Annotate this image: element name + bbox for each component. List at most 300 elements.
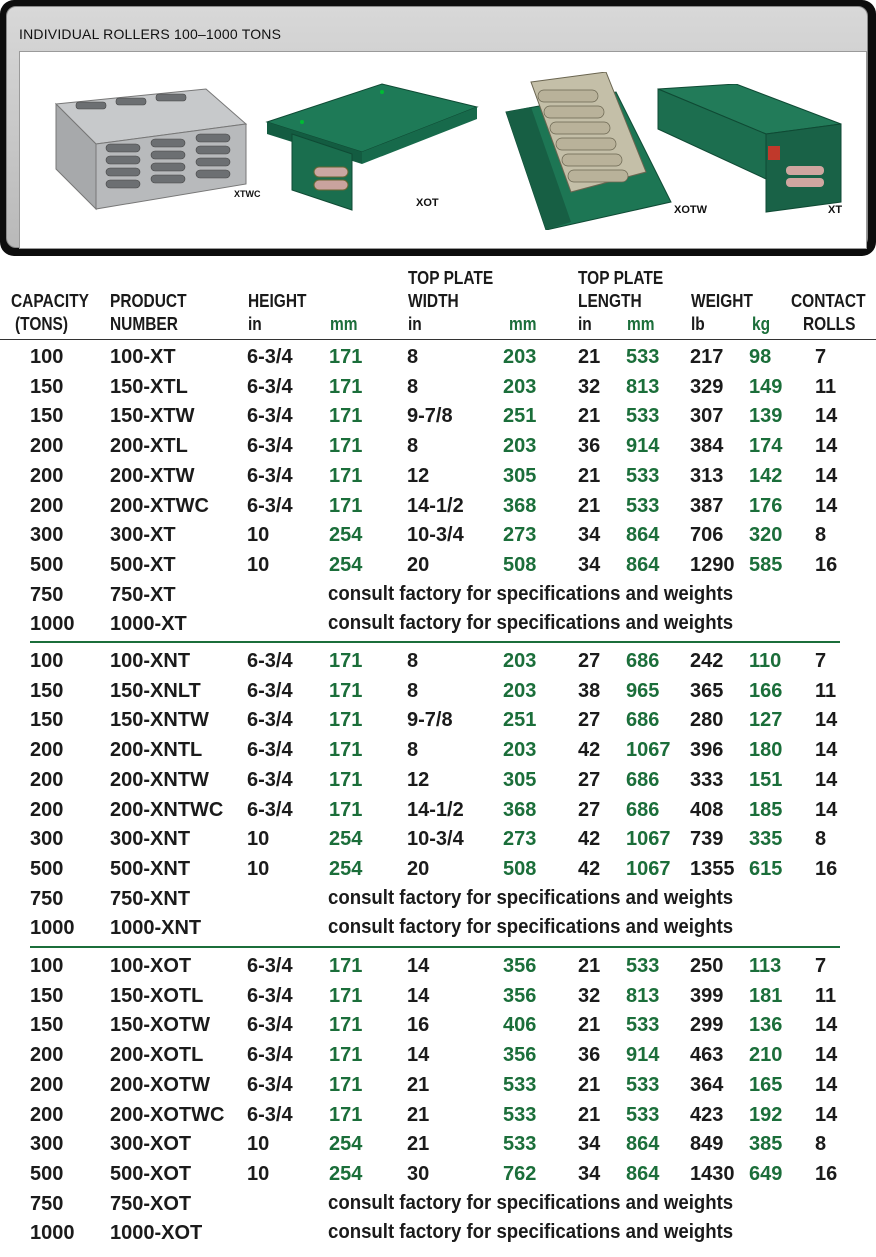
cell-height-in: 6-3/4 — [247, 650, 293, 672]
cell-length-in: 27 — [578, 650, 601, 672]
consult-factory-note: consult factory for specifications and weights — [328, 1191, 734, 1214]
cell-capacity: 750 — [30, 583, 64, 606]
cell-capacity: 200 — [30, 435, 64, 458]
cell-width-mm: 273 — [503, 524, 537, 547]
cell-capacity: 150 — [30, 1014, 64, 1037]
cell-weight-kg: 192 — [749, 1103, 783, 1126]
cell-height-mm: 171 — [329, 1103, 363, 1126]
cell-weight-lb: 387 — [690, 494, 724, 517]
cell-weight-kg: 139 — [749, 405, 783, 428]
cell-weight-kg: 142 — [749, 464, 783, 487]
cell-weight-lb: 408 — [690, 798, 724, 821]
xot-roller-photo — [262, 82, 482, 217]
cell-capacity: 150 — [30, 984, 64, 1007]
cell-length-in: 21 — [578, 494, 601, 517]
cell-height-mm: 254 — [329, 828, 363, 851]
cell-length-in: 21 — [578, 1014, 601, 1037]
cell-height-mm: 171 — [329, 1014, 363, 1037]
cell-weight-kg: 165 — [749, 1073, 783, 1096]
cell-height-in: 6-3/4 — [247, 464, 293, 487]
header-capacity-unit: (TONS) — [15, 314, 69, 334]
cell-contact-rolls: 7 — [815, 650, 827, 672]
cell-height-in: 6-3/4 — [247, 1044, 293, 1067]
cell-product: 200-XNTWC — [110, 798, 224, 821]
cell-length-in: 38 — [578, 679, 601, 702]
cell-contact-rolls: 14 — [815, 405, 838, 428]
cell-height-in: 6-3/4 — [247, 798, 293, 821]
cell-height-mm: 254 — [329, 1133, 363, 1156]
cell-contact-rolls: 14 — [815, 1044, 838, 1067]
cell-weight-kg: 151 — [749, 768, 783, 791]
cell-contact-rolls: 8 — [815, 524, 827, 547]
cell-product: 750-XOT — [110, 1192, 192, 1215]
xt-roller-photo — [656, 84, 846, 214]
cell-weight-lb: 706 — [690, 524, 724, 547]
cell-length-mm: 864 — [626, 524, 660, 547]
cell-capacity: 150 — [30, 405, 64, 428]
cell-width-in: 9-7/8 — [407, 709, 453, 732]
cell-width-in: 9-7/8 — [407, 405, 453, 428]
cell-contact-rolls: 16 — [815, 857, 838, 880]
group-divider — [30, 946, 840, 948]
cell-length-in: 36 — [578, 435, 601, 458]
cell-product: 150-XNLT — [110, 679, 201, 702]
cell-width-in: 21 — [407, 1133, 430, 1156]
cell-height-in: 6-3/4 — [247, 494, 293, 517]
cell-width-mm: 406 — [503, 1014, 537, 1037]
cell-weight-lb: 250 — [690, 955, 724, 977]
cell-product: 200-XOTW — [110, 1073, 211, 1096]
header-height: HEIGHT — [248, 291, 307, 311]
header-product-2: NUMBER — [110, 314, 178, 334]
cell-height-in: 10 — [247, 553, 270, 576]
cell-width-mm: 203 — [503, 739, 537, 762]
cell-width-in: 12 — [407, 464, 430, 487]
cell-width-mm: 203 — [503, 375, 537, 398]
cell-weight-lb: 739 — [690, 828, 724, 851]
xotw-roller-photo — [496, 72, 681, 230]
cell-width-mm: 305 — [503, 768, 537, 791]
cell-weight-kg: 127 — [749, 709, 783, 732]
cell-width-mm: 533 — [503, 1073, 537, 1096]
cell-product: 150-XTL — [110, 375, 188, 398]
cell-contact-rolls: 14 — [815, 1073, 838, 1096]
cell-weight-lb: 396 — [690, 739, 724, 762]
cell-height-mm: 171 — [329, 650, 363, 672]
cell-height-in: 10 — [247, 857, 270, 880]
cell-width-in: 10-3/4 — [407, 524, 464, 547]
cell-weight-lb: 299 — [690, 1014, 724, 1037]
cell-width-mm: 273 — [503, 828, 537, 851]
banner-title: INDIVIDUAL ROLLERS 100–1000 TONS — [19, 26, 282, 42]
cell-weight-lb: 364 — [690, 1073, 724, 1096]
cell-height-mm: 171 — [329, 798, 363, 821]
header-length-2: LENGTH — [578, 291, 642, 311]
cell-width-in: 14 — [407, 984, 430, 1007]
cell-width-mm: 203 — [503, 679, 537, 702]
cell-weight-kg: 166 — [749, 679, 783, 702]
cell-weight-lb: 280 — [690, 709, 724, 732]
cell-contact-rolls: 14 — [815, 1103, 838, 1126]
consult-factory-note: consult factory for specifications and weights — [328, 612, 734, 635]
cell-capacity: 200 — [30, 1044, 64, 1067]
cell-capacity: 1000 — [30, 613, 75, 636]
cell-product: 200-XTWC — [110, 494, 209, 517]
cell-contact-rolls: 14 — [815, 1014, 838, 1037]
cell-height-in: 6-3/4 — [247, 679, 293, 702]
cell-product: 100-XNT — [110, 650, 191, 672]
cell-length-mm: 533 — [626, 955, 660, 977]
cell-capacity: 200 — [30, 798, 64, 821]
cell-length-in: 27 — [578, 709, 601, 732]
cell-product: 150-XNTW — [110, 709, 209, 732]
cell-contact-rolls: 14 — [815, 798, 838, 821]
cell-product: 1000-XOT — [110, 1222, 203, 1245]
cell-contact-rolls: 16 — [815, 1162, 838, 1185]
cell-contact-rolls: 8 — [815, 828, 827, 851]
cell-width-mm: 762 — [503, 1162, 537, 1185]
cell-contact-rolls: 14 — [815, 709, 838, 732]
cell-height-mm: 254 — [329, 524, 363, 547]
cell-width-in: 8 — [407, 435, 419, 458]
cell-weight-lb: 1355 — [690, 857, 735, 880]
cell-capacity: 100 — [30, 955, 64, 977]
cell-height-mm: 171 — [329, 435, 363, 458]
header-weight-lb: lb — [691, 314, 705, 334]
header-capacity: CAPACITY — [11, 291, 89, 311]
cell-length-in: 21 — [578, 1103, 601, 1126]
cell-weight-kg: 185 — [749, 798, 783, 821]
cell-product: 200-XTL — [110, 435, 188, 458]
header-weight-kg: kg — [752, 314, 771, 334]
cell-length-in: 34 — [578, 553, 601, 576]
cell-weight-kg: 585 — [749, 553, 783, 576]
cell-width-in: 8 — [407, 650, 419, 672]
cell-width-mm: 356 — [503, 1044, 537, 1067]
cell-width-in: 14 — [407, 955, 430, 977]
header-width: TOP PLATE — [408, 268, 494, 288]
cell-width-mm: 533 — [503, 1103, 537, 1126]
xot-label: XOT — [416, 197, 439, 209]
cell-length-mm: 914 — [626, 435, 660, 458]
cell-product: 500-XNT — [110, 857, 191, 880]
cell-capacity: 200 — [30, 739, 64, 762]
cell-width-mm: 368 — [503, 494, 537, 517]
cell-height-in: 6-3/4 — [247, 955, 293, 977]
cell-length-in: 42 — [578, 857, 601, 880]
cell-height-mm: 171 — [329, 346, 363, 368]
cell-capacity: 500 — [30, 553, 64, 576]
cell-product: 200-XTW — [110, 464, 195, 487]
cell-weight-lb: 1430 — [690, 1162, 735, 1185]
cell-length-mm: 864 — [626, 1133, 660, 1156]
cell-height-mm: 171 — [329, 1073, 363, 1096]
cell-contact-rolls: 11 — [815, 679, 837, 702]
xotw-label: XOTW — [674, 204, 707, 216]
cell-length-mm: 533 — [626, 494, 660, 517]
cell-length-in: 27 — [578, 768, 601, 791]
cell-product: 150-XTW — [110, 405, 195, 428]
cell-product: 150-XOTL — [110, 984, 204, 1007]
cell-capacity: 150 — [30, 709, 64, 732]
cell-height-in: 10 — [247, 828, 270, 851]
cell-length-mm: 864 — [626, 1162, 660, 1185]
header-width-mm: mm — [509, 314, 537, 334]
cell-weight-kg: 176 — [749, 494, 783, 517]
header-length-in: in — [578, 314, 592, 334]
header-height-mm: mm — [330, 314, 358, 334]
cell-product: 500-XOT — [110, 1162, 192, 1185]
cell-length-mm: 914 — [626, 1044, 660, 1067]
cell-width-in: 8 — [407, 739, 419, 762]
cell-length-mm: 533 — [626, 1014, 660, 1037]
cell-weight-lb: 242 — [690, 650, 724, 672]
cell-weight-lb: 463 — [690, 1044, 724, 1067]
cell-height-in: 6-3/4 — [247, 709, 293, 732]
cell-width-mm: 203 — [503, 435, 537, 458]
product-banner — [0, 0, 876, 256]
cell-height-mm: 171 — [329, 709, 363, 732]
cell-length-mm: 533 — [626, 1073, 660, 1096]
cell-contact-rolls: 14 — [815, 739, 838, 762]
product-photos — [19, 51, 867, 249]
cell-width-in: 14-1/2 — [407, 798, 464, 821]
cell-width-mm: 356 — [503, 984, 537, 1007]
cell-contact-rolls: 8 — [815, 1133, 827, 1156]
consult-factory-note: consult factory for specifications and weights — [328, 886, 734, 909]
cell-length-mm: 686 — [626, 709, 660, 732]
cell-weight-kg: 335 — [749, 828, 783, 851]
cell-contact-rolls: 14 — [815, 435, 838, 458]
cell-length-in: 34 — [578, 1133, 601, 1156]
cell-width-in: 20 — [407, 857, 430, 880]
cell-product: 100-XT — [110, 346, 176, 368]
cell-contact-rolls: 11 — [815, 375, 837, 398]
cell-weight-lb: 849 — [690, 1133, 724, 1156]
cell-width-in: 16 — [407, 1014, 430, 1037]
cell-weight-kg: 615 — [749, 857, 783, 880]
cell-length-mm: 1067 — [626, 739, 671, 762]
cell-height-in: 6-3/4 — [247, 768, 293, 791]
cell-length-mm: 686 — [626, 798, 660, 821]
cell-height-in: 6-3/4 — [247, 405, 293, 428]
cell-width-in: 10-3/4 — [407, 828, 464, 851]
cell-length-in: 42 — [578, 828, 601, 851]
cell-capacity: 300 — [30, 828, 64, 851]
cell-height-mm: 254 — [329, 553, 363, 576]
cell-length-in: 32 — [578, 375, 601, 398]
cell-capacity: 200 — [30, 768, 64, 791]
cell-height-mm: 171 — [329, 464, 363, 487]
cell-product: 200-XOTWC — [110, 1103, 225, 1126]
cell-length-in: 34 — [578, 524, 601, 547]
cell-length-in: 21 — [578, 405, 601, 428]
header-product: PRODUCT — [110, 291, 187, 311]
cell-width-in: 8 — [407, 679, 419, 702]
cell-length-mm: 686 — [626, 650, 660, 672]
cell-weight-lb: 329 — [690, 375, 724, 398]
cell-product: 750-XT — [110, 583, 176, 606]
xtwc-label: XTWC — [234, 189, 261, 199]
cell-contact-rolls: 7 — [815, 346, 827, 368]
cell-width-in: 8 — [407, 375, 419, 398]
cell-weight-lb: 399 — [690, 984, 724, 1007]
cell-length-mm: 864 — [626, 553, 660, 576]
cell-weight-lb: 217 — [690, 346, 724, 368]
header-contact: CONTACT — [791, 291, 866, 311]
cell-width-mm: 356 — [503, 955, 537, 977]
cell-capacity: 750 — [30, 887, 64, 910]
cell-length-in: 21 — [578, 955, 601, 977]
cell-weight-lb: 384 — [690, 435, 724, 458]
cell-contact-rolls: 7 — [815, 955, 827, 977]
cell-product: 200-XNTL — [110, 739, 203, 762]
cell-height-in: 6-3/4 — [247, 1014, 293, 1037]
cell-width-mm: 203 — [503, 346, 537, 368]
header-width-in: in — [408, 314, 422, 334]
cell-width-mm: 251 — [503, 405, 537, 428]
cell-product: 1000-XNT — [110, 917, 202, 940]
cell-width-mm: 508 — [503, 857, 537, 880]
banner-inner — [6, 6, 868, 248]
cell-width-mm: 305 — [503, 464, 537, 487]
cell-width-in: 21 — [407, 1073, 430, 1096]
cell-capacity: 100 — [30, 346, 64, 368]
cell-weight-kg: 113 — [749, 955, 782, 977]
cell-weight-kg: 649 — [749, 1162, 783, 1185]
cell-length-mm: 965 — [626, 679, 660, 702]
cell-capacity: 200 — [30, 464, 64, 487]
cell-height-mm: 254 — [329, 857, 363, 880]
cell-capacity: 1000 — [30, 917, 75, 940]
cell-capacity: 150 — [30, 375, 64, 398]
cell-capacity: 200 — [30, 494, 64, 517]
cell-length-mm: 533 — [626, 464, 660, 487]
cell-capacity: 100 — [30, 650, 64, 672]
cell-weight-lb: 423 — [690, 1103, 724, 1126]
cell-height-mm: 254 — [329, 1162, 363, 1185]
cell-capacity: 500 — [30, 857, 64, 880]
cell-capacity: 500 — [30, 1162, 64, 1185]
cell-height-in: 6-3/4 — [247, 1103, 293, 1126]
cell-weight-kg: 210 — [749, 1044, 783, 1067]
group-divider — [30, 641, 840, 643]
cell-contact-rolls: 14 — [815, 768, 838, 791]
cell-height-mm: 171 — [329, 1044, 363, 1067]
cell-capacity: 1000 — [30, 1222, 75, 1245]
xt-label: XT — [828, 204, 843, 216]
cell-height-mm: 171 — [329, 955, 363, 977]
cell-contact-rolls: 14 — [815, 494, 838, 517]
header-height-in: in — [248, 314, 262, 334]
cell-height-mm: 171 — [329, 679, 363, 702]
header-rule — [0, 339, 876, 340]
cell-height-mm: 171 — [329, 768, 363, 791]
cell-capacity: 150 — [30, 679, 64, 702]
cell-product: 200-XNTW — [110, 768, 209, 791]
cell-weight-kg: 181 — [749, 984, 783, 1007]
cell-width-mm: 203 — [503, 650, 537, 672]
cell-product: 200-XOTL — [110, 1044, 204, 1067]
cell-product: 500-XT — [110, 553, 176, 576]
cell-height-mm: 171 — [329, 494, 363, 517]
cell-length-mm: 1067 — [626, 828, 671, 851]
cell-height-mm: 171 — [329, 739, 363, 762]
cell-width-in: 12 — [407, 768, 430, 791]
cell-length-in: 42 — [578, 739, 601, 762]
cell-capacity: 200 — [30, 1073, 64, 1096]
cell-contact-rolls: 11 — [815, 984, 837, 1007]
cell-length-mm: 813 — [626, 984, 660, 1007]
cell-weight-lb: 313 — [690, 464, 724, 487]
cell-product: 750-XNT — [110, 887, 191, 910]
xtwc-roller-photo — [36, 84, 256, 214]
header-width-2: WIDTH — [408, 291, 459, 311]
consult-factory-note: consult factory for specifications and weights — [328, 916, 734, 939]
cell-product: 300-XNT — [110, 828, 191, 851]
cell-weight-kg: 98 — [749, 346, 772, 368]
cell-width-in: 20 — [407, 553, 430, 576]
cell-length-in: 21 — [578, 346, 601, 368]
consult-factory-note: consult factory for specifications and weights — [328, 1221, 734, 1244]
cell-width-mm: 251 — [503, 709, 537, 732]
cell-height-in: 6-3/4 — [247, 375, 293, 398]
cell-weight-kg: 320 — [749, 524, 783, 547]
cell-width-mm: 533 — [503, 1133, 537, 1156]
cell-contact-rolls: 14 — [815, 464, 838, 487]
cell-weight-lb: 1290 — [690, 553, 735, 576]
header-length-mm: mm — [627, 314, 655, 334]
cell-height-in: 6-3/4 — [247, 739, 293, 762]
cell-width-in: 30 — [407, 1162, 430, 1185]
cell-length-mm: 813 — [626, 375, 660, 398]
cell-weight-kg: 136 — [749, 1014, 783, 1037]
cell-width-in: 14-1/2 — [407, 494, 464, 517]
cell-product: 300-XT — [110, 524, 176, 547]
cell-width-mm: 368 — [503, 798, 537, 821]
cell-length-mm: 533 — [626, 1103, 660, 1126]
cell-length-mm: 533 — [626, 405, 660, 428]
header-contact-2: ROLLS — [803, 314, 856, 334]
cell-capacity: 300 — [30, 524, 64, 547]
cell-width-mm: 508 — [503, 553, 537, 576]
cell-height-in: 10 — [247, 1133, 270, 1156]
cell-width-in: 8 — [407, 346, 419, 368]
header-length: TOP PLATE — [578, 268, 664, 288]
cell-capacity: 750 — [30, 1192, 64, 1215]
cell-height-in: 6-3/4 — [247, 1073, 293, 1096]
cell-length-in: 21 — [578, 1073, 601, 1096]
cell-height-in: 6-3/4 — [247, 984, 293, 1007]
cell-length-in: 32 — [578, 984, 601, 1007]
cell-length-mm: 1067 — [626, 857, 671, 880]
cell-height-mm: 171 — [329, 375, 363, 398]
cell-weight-kg: 110 — [749, 650, 782, 672]
cell-width-in: 21 — [407, 1103, 430, 1126]
cell-width-in: 14 — [407, 1044, 430, 1067]
cell-length-in: 27 — [578, 798, 601, 821]
consult-factory-note: consult factory for specifications and weights — [328, 582, 734, 605]
cell-weight-lb: 333 — [690, 768, 724, 791]
cell-length-in: 34 — [578, 1162, 601, 1185]
cell-height-in: 10 — [247, 524, 270, 547]
cell-height-in: 6-3/4 — [247, 435, 293, 458]
cell-product: 150-XOTW — [110, 1014, 211, 1037]
cell-weight-kg: 180 — [749, 739, 783, 762]
cell-product: 1000-XT — [110, 613, 187, 636]
cell-weight-lb: 307 — [690, 405, 724, 428]
cell-height-mm: 171 — [329, 984, 363, 1007]
